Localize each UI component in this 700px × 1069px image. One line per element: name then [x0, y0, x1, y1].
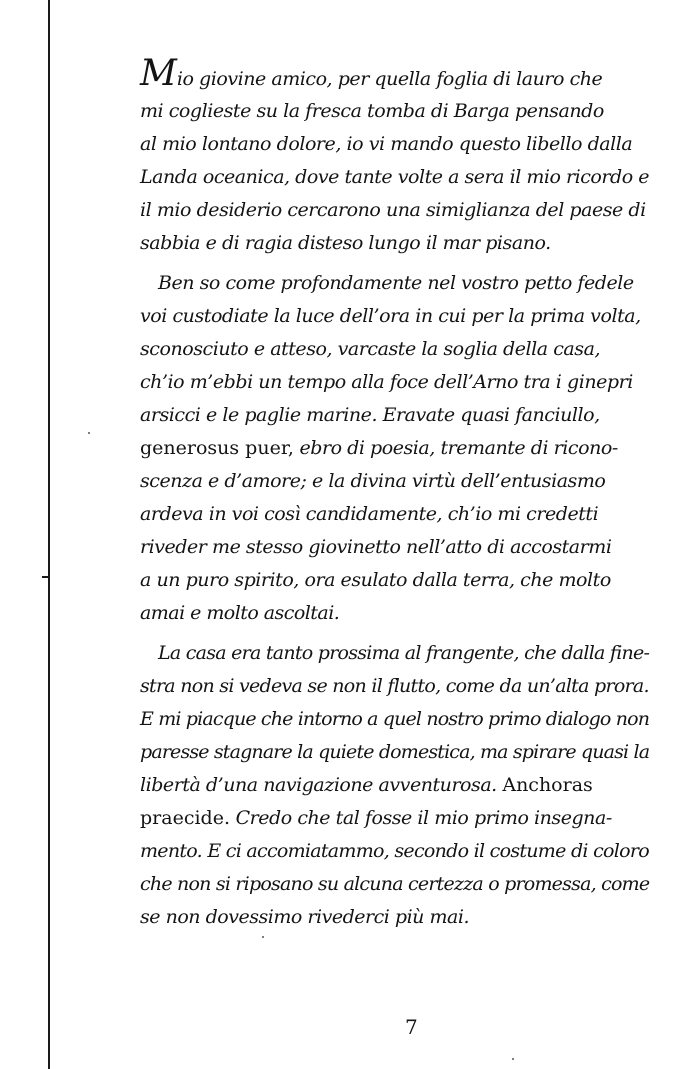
- text-line: riveder me stesso giovinetto nell’atto di accostarmi: [140, 536, 612, 558]
- text-line: arsicci e le paglie marine. Eravate quasi fanciullo,: [140, 404, 600, 426]
- text-line: generosus puer, ebro di poesia, tremante di ricono-: [140, 437, 618, 459]
- paragraph-2: [140, 267, 655, 630]
- text-line: ardeva in voi così candidamente, ch’io mi credetti: [140, 503, 599, 525]
- text-line: Landa oceanica, dove tante volte a sera il mio ricordo e: [140, 166, 650, 188]
- text-line: sabbia e di ragia disteso lungo il mar pisano.: [140, 232, 551, 254]
- text-line: amai e molto ascoltai.: [140, 602, 340, 624]
- body-text: [140, 53, 655, 934]
- paper-speck: [512, 1058, 514, 1060]
- text-line: sconosciuto e atteso, varcaste la soglia della casa,: [140, 338, 601, 360]
- text-line: mento. E ci accomiatammo, secondo il costume di coloro: [140, 840, 649, 862]
- text-line: ch’io m’ebbi un tempo alla foce dell’Arno tra i ginepri: [140, 371, 633, 393]
- text-line: praecide. Credo che tal fosse il mio primo insegna-: [140, 807, 612, 829]
- text-line: scenza e d’amore; e la divina virtù dell’entusiasmo: [140, 470, 606, 492]
- text-line: Ben so come profondamente nel vostro petto fedele: [158, 272, 634, 294]
- paragraph-1: [140, 53, 655, 260]
- text-line: al mio lontano dolore, io vi mando questo libello dalla: [140, 133, 633, 155]
- paragraph-3: [140, 637, 655, 934]
- text-line: La casa era tanto prossima al frangente, che dalla fine-: [158, 642, 650, 664]
- paper-speck: [262, 936, 264, 938]
- text-line: mi coglieste su la fresca tomba di Barga pensando: [140, 100, 604, 122]
- text-line: E mi piacque che intorno a quel nostro primo dialogo non: [140, 708, 650, 730]
- text-line: paresse stagnare la quiete domestica, ma spirare quasi la: [140, 741, 650, 763]
- initial-letter: M: [140, 53, 177, 94]
- text-line: il mio desiderio cercarono una simiglianza del paese di: [140, 199, 646, 221]
- page-number: 7: [405, 1015, 418, 1039]
- text-line: che non si riposano su alcuna certezza o promessa, come: [140, 873, 650, 895]
- latin-phrase: Anchoras: [502, 774, 593, 796]
- latin-phrase: praecide.: [140, 807, 230, 829]
- text-line: a un puro spirito, ora esulato dalla terra, che molto: [140, 569, 611, 591]
- text-line: stra non si vedeva se non il flutto, come da un’alta prora.: [140, 675, 649, 697]
- latin-phrase: generosus puer,: [140, 437, 294, 459]
- text-line: voi custodiate la luce dell’ora in cui per la prima volta,: [140, 305, 641, 327]
- text-line: se non dovessimo rivederci più mai.: [140, 906, 469, 928]
- text-line: Mio giovine amico, per quella foglia di lauro che: [140, 53, 603, 94]
- text-line: libertà d’una navigazione avventurosa. Anchoras: [140, 774, 593, 796]
- binding-edge-mark: [42, 576, 48, 578]
- paper-speck: [88, 432, 90, 434]
- binding-edge-line: [48, 0, 50, 1069]
